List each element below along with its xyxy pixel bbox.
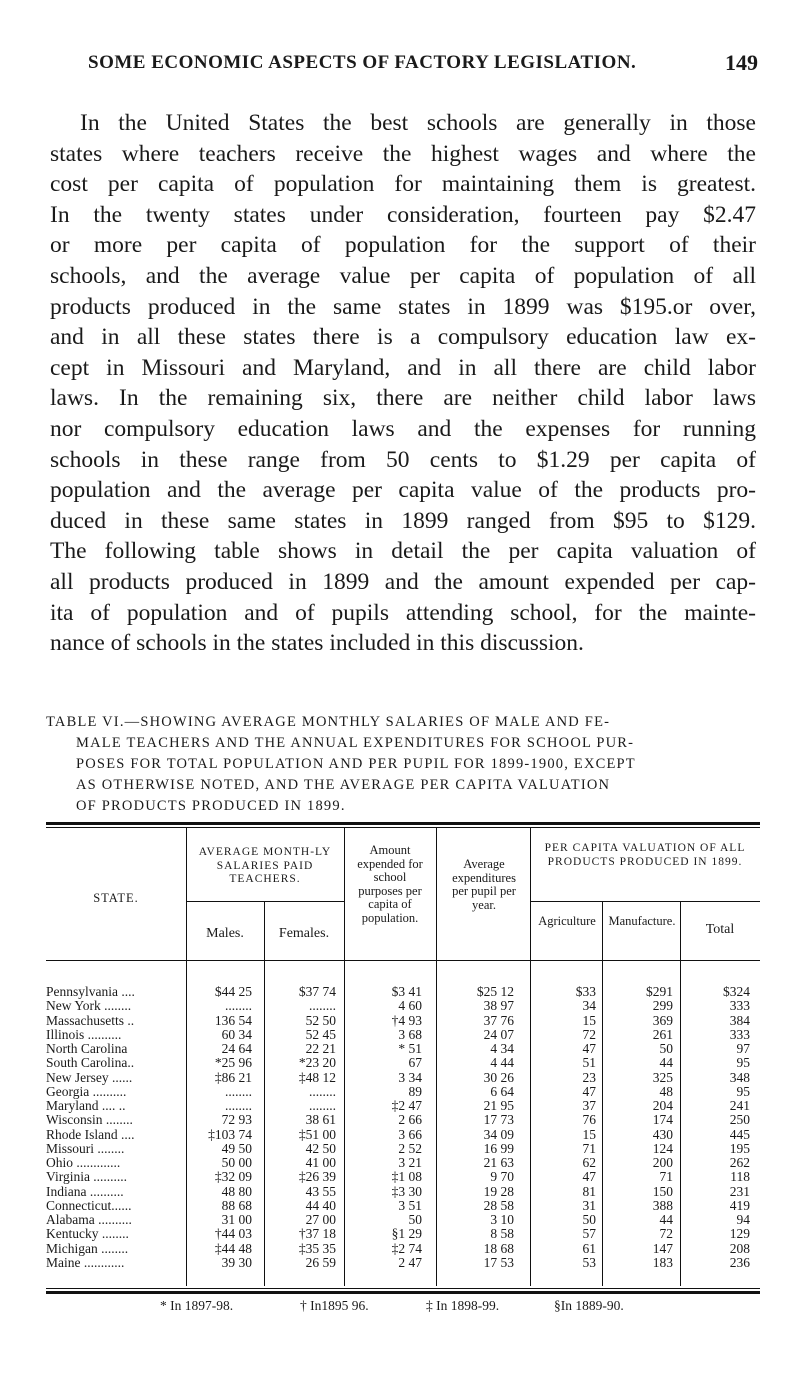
table-row	[46, 1256, 760, 1270]
amount-per-capita-cell: 67	[408, 1055, 422, 1071]
table-row	[46, 1156, 760, 1170]
agriculture-cell: 15	[582, 1012, 596, 1028]
table-row	[46, 1028, 760, 1042]
males-salary-cell: 60 34	[221, 1026, 252, 1042]
state-cell: Indiana ..........	[46, 1183, 124, 1199]
males-salary-cell: ........	[225, 998, 252, 1014]
manufacture-cell: 147	[652, 1240, 673, 1256]
agriculture-cell: 71	[582, 1140, 596, 1156]
females-salary-cell: 27 00	[305, 1212, 336, 1227]
table-row	[46, 1099, 760, 1113]
total-cell: 262	[729, 1155, 750, 1170]
manufacture-cell: 204	[652, 1098, 673, 1113]
amount-per-capita-cell: 3 51	[398, 1197, 422, 1213]
manufacture-cell: 50	[659, 1041, 673, 1056]
males-salary-cell: $44 25	[214, 984, 252, 999]
amount-per-capita-cell: †4 93	[391, 1012, 422, 1028]
table-row	[46, 1142, 760, 1156]
body-line: In the United States the best schools are generally in those	[80, 110, 756, 136]
total-cell: 333	[729, 998, 750, 1014]
table-caption	[46, 712, 756, 817]
total-cell: 208	[729, 1240, 750, 1256]
table-top-rule	[46, 822, 760, 825]
agriculture-cell: 53	[582, 1254, 596, 1270]
state-cell: Virginia ..........	[46, 1169, 128, 1185]
females-salary-cell: 41 00	[305, 1155, 336, 1170]
footnote-double-dagger: ‡ In 1898-99.	[426, 1298, 500, 1313]
state-cell: Wisconsin ........	[46, 1112, 133, 1128]
manufacture-cell: 150	[652, 1183, 673, 1199]
males-salary-cell: ‡86 21	[214, 1069, 252, 1085]
table-row	[46, 1213, 760, 1227]
state-cell: Illinois ..........	[46, 1026, 122, 1042]
per-pupil-cell: 24 07	[483, 1026, 514, 1042]
females-salary-cell: †37 18	[298, 1226, 336, 1242]
footnote-section: §In 1889-90.	[554, 1298, 624, 1313]
males-salary-cell: ........	[225, 1098, 252, 1113]
header-subrule	[530, 901, 760, 902]
per-pupil-cell: 34 09	[483, 1126, 514, 1142]
body-line: duced in these same states in 1899 ranged from $95 to $129.	[50, 507, 756, 534]
total-cell: 118	[730, 1169, 750, 1185]
manufacture-cell: 261	[652, 1026, 673, 1042]
body-line: all products produced in 1899 and the amount expended per cap-	[50, 568, 756, 595]
amount-per-capita-cell: 2 66	[398, 1112, 422, 1128]
amount-per-capita-cell: ‡2 47	[391, 1098, 422, 1113]
salaries-group-header: AVERAGE MONTH-LY SALARIES PAID TEACHERS.	[198, 846, 332, 885]
body-line: cost per capita of population for maintaining them is greatest.	[50, 171, 756, 198]
agriculture-cell: 50	[582, 1212, 596, 1227]
females-salary-cell: ‡26 39	[298, 1169, 336, 1185]
amount-column-header: Amount expended for school purposes per capita of population.	[357, 843, 423, 925]
agriculture-cell: 34	[582, 998, 596, 1014]
manufacture-cell: 325	[652, 1069, 673, 1085]
caption-line: OF PRODUCTS PRODUCED IN 1899.	[76, 798, 346, 814]
body-line: products produced in the same states in 1899 was $195.or over,	[50, 293, 756, 320]
amount-per-capita-cell: ‡1 08	[391, 1169, 422, 1185]
table-row	[46, 1071, 760, 1085]
state-cell: Maine ............	[46, 1254, 125, 1270]
per-pupil-cell: 16 99	[483, 1140, 514, 1156]
females-salary-cell: ........	[309, 998, 336, 1014]
manufacture-cell: 183	[652, 1254, 673, 1270]
state-cell: Ohio .............	[46, 1155, 121, 1170]
males-salary-cell: 24 64	[221, 1041, 252, 1056]
total-cell: 348	[729, 1069, 750, 1085]
agriculture-cell: $33	[575, 984, 596, 999]
table-row	[46, 1242, 760, 1256]
body-line: The following table shows in detail the per capita valuation of	[50, 538, 756, 565]
agriculture-cell: 37	[582, 1098, 596, 1113]
per-pupil-cell: 19 28	[483, 1183, 514, 1199]
males-salary-cell: 88 68	[221, 1197, 252, 1213]
amount-per-capita-cell: ‡3 30	[391, 1183, 422, 1199]
males-salary-cell: 50 00	[221, 1155, 252, 1170]
header-bottom-rule	[46, 960, 760, 961]
pupil-column-header: Average expenditures per pupil per year.	[452, 857, 516, 912]
manufacture-cell: $291	[646, 984, 673, 999]
agriculture-cell: 47	[582, 1169, 596, 1185]
footnote-star: * In 1897-98.	[160, 1298, 234, 1313]
running-header	[88, 50, 758, 80]
amount-per-capita-cell: 2 47	[398, 1254, 422, 1270]
state-cell: Pennsylvania ....	[46, 984, 135, 999]
table-row	[46, 1056, 760, 1070]
table-row	[46, 1128, 760, 1142]
females-salary-cell: 52 50	[305, 1012, 336, 1028]
state-cell: Massachusetts ..	[46, 1012, 135, 1028]
per-pupil-cell: 3 10	[490, 1212, 514, 1227]
agriculture-cell: 81	[582, 1183, 596, 1199]
per-pupil-cell: 4 34	[490, 1041, 514, 1056]
agriculture-cell: 23	[582, 1069, 596, 1085]
table-top-rule-thin	[46, 827, 760, 828]
total-cell: 195	[729, 1140, 750, 1156]
table-row	[46, 1085, 760, 1099]
males-salary-cell: 136 54	[214, 1012, 252, 1028]
manufacture-cell: 44	[659, 1055, 673, 1071]
table-row	[46, 1014, 760, 1028]
per-pupil-cell: 6 64	[490, 1083, 514, 1099]
per-pupil-cell: $25 12	[476, 984, 514, 999]
total-cell: $324	[723, 984, 750, 999]
total-cell: 129	[729, 1226, 750, 1242]
state-cell: South Carolina..	[46, 1055, 135, 1071]
table-row	[46, 1199, 760, 1213]
caption-line: POSES FOR TOTAL POPULATION AND PER PUPIL FOR 1899-1900, EXCEPT	[76, 756, 636, 772]
table-footnotes	[120, 1298, 740, 1318]
females-salary-cell: 26 59	[305, 1254, 336, 1270]
manufacture-cell: 430	[652, 1126, 673, 1142]
females-salary-cell: 52 45	[305, 1026, 336, 1042]
females-salary-cell: 38 61	[305, 1112, 336, 1128]
body-line: nor compulsory education laws and the expenses for running	[50, 415, 756, 442]
agriculture-column-header: Agriculture	[538, 914, 596, 928]
body-line: In the twenty states under consideration, fourteen pay $2.47	[50, 201, 756, 228]
manufacture-cell: 299	[652, 998, 673, 1014]
per-pupil-cell: 30 26	[483, 1069, 514, 1085]
state-cell: Missouri ........	[46, 1140, 125, 1156]
females-salary-cell: 43 55	[305, 1183, 336, 1199]
per-pupil-cell: 9 70	[490, 1169, 514, 1185]
body-line: schools, and the average value per capita of population of all	[50, 262, 756, 289]
footnote-dagger: † In1895 96.	[300, 1298, 369, 1313]
total-cell: 94	[736, 1212, 750, 1227]
agriculture-cell: 72	[582, 1026, 596, 1042]
per-pupil-cell: 8 58	[490, 1226, 514, 1242]
table-row	[46, 1185, 760, 1199]
state-cell: Rhode Island ....	[46, 1126, 135, 1142]
body-paragraph	[50, 108, 756, 659]
total-cell: 236	[729, 1254, 750, 1270]
body-line: or more per capita of population for the support of their	[50, 232, 756, 259]
state-column-header: STATE.	[93, 891, 139, 905]
females-column-header: Females.	[278, 926, 330, 941]
manufacture-cell: 71	[659, 1169, 673, 1185]
state-cell: Alabama ..........	[46, 1212, 132, 1227]
manufacture-cell: 48	[659, 1083, 673, 1099]
per-pupil-cell: 17 53	[483, 1254, 514, 1270]
manufacture-cell: 44	[659, 1212, 673, 1227]
state-cell: North Carolina	[46, 1041, 128, 1056]
agriculture-cell: 47	[582, 1083, 596, 1099]
agriculture-cell: 47	[582, 1041, 596, 1056]
amount-per-capita-cell: §1 29	[391, 1226, 422, 1242]
males-salary-cell: *25 96	[214, 1055, 252, 1071]
body-line: and in all these states there is a compulsory education law ex-	[50, 324, 756, 351]
amount-per-capita-cell: 3 21	[398, 1155, 422, 1170]
per-pupil-cell: 37 76	[483, 1012, 514, 1028]
agriculture-cell: 57	[582, 1226, 596, 1242]
caption-line: AS OTHERWISE NOTED, AND THE AVERAGE PER CAPITA VALUATION	[76, 777, 611, 793]
table-bottom-rule	[46, 1291, 760, 1294]
males-salary-cell: ‡32 09	[214, 1169, 252, 1185]
caption-line: TABLE VI.—SHOWING AVERAGE MONTHLY SALARIES OF MALE AND FE-	[46, 714, 611, 730]
females-salary-cell: $37 74	[298, 984, 336, 999]
page-number: 149	[725, 50, 758, 75]
amount-per-capita-cell: 3 34	[398, 1069, 422, 1085]
body-line: laws. In the remaining six, there are neither child labor laws	[50, 385, 756, 412]
running-title: SOME ECONOMIC ASPECTS OF FACTORY LEGISLATION.	[88, 52, 637, 73]
males-salary-cell: †44 03	[214, 1226, 252, 1242]
state-cell: Michigan ........	[46, 1240, 129, 1256]
males-salary-cell: ........	[225, 1083, 252, 1099]
agriculture-cell: 51	[582, 1055, 596, 1071]
table-row	[46, 1042, 760, 1056]
females-salary-cell: 22 21	[305, 1041, 336, 1056]
amount-per-capita-cell: ‡2 74	[391, 1240, 422, 1256]
males-salary-cell: 72 93	[221, 1112, 252, 1128]
total-cell: 241	[729, 1098, 750, 1113]
amount-per-capita-cell: * 51	[398, 1041, 422, 1056]
amount-per-capita-cell: 3 68	[398, 1026, 422, 1042]
amount-per-capita-cell: 89	[408, 1083, 422, 1099]
per-pupil-cell: 28 58	[483, 1197, 514, 1213]
data-table	[46, 822, 760, 1294]
total-column-header: Total	[705, 922, 735, 937]
agriculture-cell: 15	[582, 1126, 596, 1142]
males-column-header: Males.	[206, 926, 244, 941]
total-cell: 97	[736, 1041, 750, 1056]
per-pupil-cell: 21 95	[483, 1098, 514, 1113]
per-pupil-cell: 21 63	[483, 1155, 514, 1170]
agriculture-cell: 76	[582, 1112, 596, 1128]
males-salary-cell: ‡44 48	[214, 1240, 252, 1256]
body-line: states where teachers receive the highest wages and where the	[50, 140, 756, 167]
males-salary-cell: 39 30	[221, 1254, 252, 1270]
per-pupil-cell: 18 68	[483, 1240, 514, 1256]
manufacture-cell: 174	[652, 1112, 673, 1128]
amount-per-capita-cell: 2 52	[398, 1140, 422, 1156]
state-cell: New York ........	[46, 998, 132, 1014]
manufacture-cell: 200	[652, 1155, 673, 1170]
valuation-group-header: PER CAPITA VALUATION OF ALL PRODUCTS PRODUCED IN 1899.	[544, 842, 746, 868]
agriculture-cell: 31	[582, 1197, 596, 1213]
females-salary-cell: 44 40	[305, 1197, 336, 1213]
per-pupil-cell: 17 73	[483, 1112, 514, 1128]
header-subrule	[186, 901, 344, 902]
males-salary-cell: ‡103 74	[208, 1126, 252, 1142]
males-salary-cell: 31 00	[221, 1212, 252, 1227]
females-salary-cell: ‡51 00	[298, 1126, 336, 1142]
agriculture-cell: 61	[582, 1240, 596, 1256]
table-row	[46, 1170, 760, 1184]
females-salary-cell: ‡48 12	[298, 1069, 336, 1085]
total-cell: 231	[729, 1183, 750, 1199]
state-cell: Kentucky ........	[46, 1226, 129, 1242]
manufacture-cell: 369	[652, 1012, 673, 1028]
females-salary-cell: *23 20	[298, 1055, 336, 1071]
manufacture-column-header: Manufacture.	[608, 914, 676, 928]
body-line: schools in these range from 50 cents to $1.29 per capita of	[50, 446, 756, 473]
table-row	[46, 999, 760, 1013]
total-cell: 95	[736, 1055, 750, 1071]
total-cell: 384	[729, 1012, 750, 1028]
manufacture-cell: 72	[659, 1226, 673, 1242]
manufacture-cell: 388	[652, 1197, 673, 1213]
table-bottom-rule-thin	[46, 1288, 760, 1289]
body-line: cept in Missouri and Maryland, and in all there are child labor	[50, 354, 756, 381]
manufacture-cell: 124	[652, 1140, 673, 1156]
total-cell: 445	[729, 1126, 750, 1142]
amount-per-capita-cell: 50	[408, 1212, 422, 1227]
per-pupil-cell: 4 44	[490, 1055, 514, 1071]
state-cell: Maryland .... ..	[46, 1098, 126, 1113]
amount-per-capita-cell: 4 60	[398, 998, 422, 1014]
females-salary-cell: ........	[309, 1098, 336, 1113]
total-cell: 333	[729, 1026, 750, 1042]
total-cell: 419	[729, 1197, 750, 1213]
amount-per-capita-cell: 3 66	[398, 1126, 422, 1142]
table-row	[46, 985, 760, 999]
agriculture-cell: 62	[582, 1155, 596, 1170]
table-row	[46, 1113, 760, 1127]
females-salary-cell: ‡35 35	[298, 1240, 336, 1256]
state-cell: New Jersey ......	[46, 1069, 133, 1085]
amount-per-capita-cell: $3 41	[391, 984, 422, 999]
total-cell: 95	[736, 1083, 750, 1099]
state-cell: Connecticut......	[46, 1197, 132, 1213]
females-salary-cell: 42 50	[305, 1140, 336, 1156]
caption-line: MALE TEACHERS AND THE ANNUAL EXPENDITURES FOR SCHOOL PUR-	[76, 735, 635, 751]
males-salary-cell: 48 80	[221, 1183, 252, 1199]
body-line: population and the average per capita value of the products pro-	[50, 477, 756, 504]
males-salary-cell: 49 50	[221, 1140, 252, 1156]
total-cell: 250	[729, 1112, 750, 1128]
per-pupil-cell: 38 97	[483, 998, 514, 1014]
body-line: nance of schools in the states included in this discussion.	[50, 630, 584, 657]
state-cell: Georgia ..........	[46, 1083, 127, 1099]
table-row	[46, 1227, 760, 1241]
females-salary-cell: ........	[309, 1083, 336, 1099]
body-line: ita of population and of pupils attending school, for the mainte-	[50, 599, 756, 626]
